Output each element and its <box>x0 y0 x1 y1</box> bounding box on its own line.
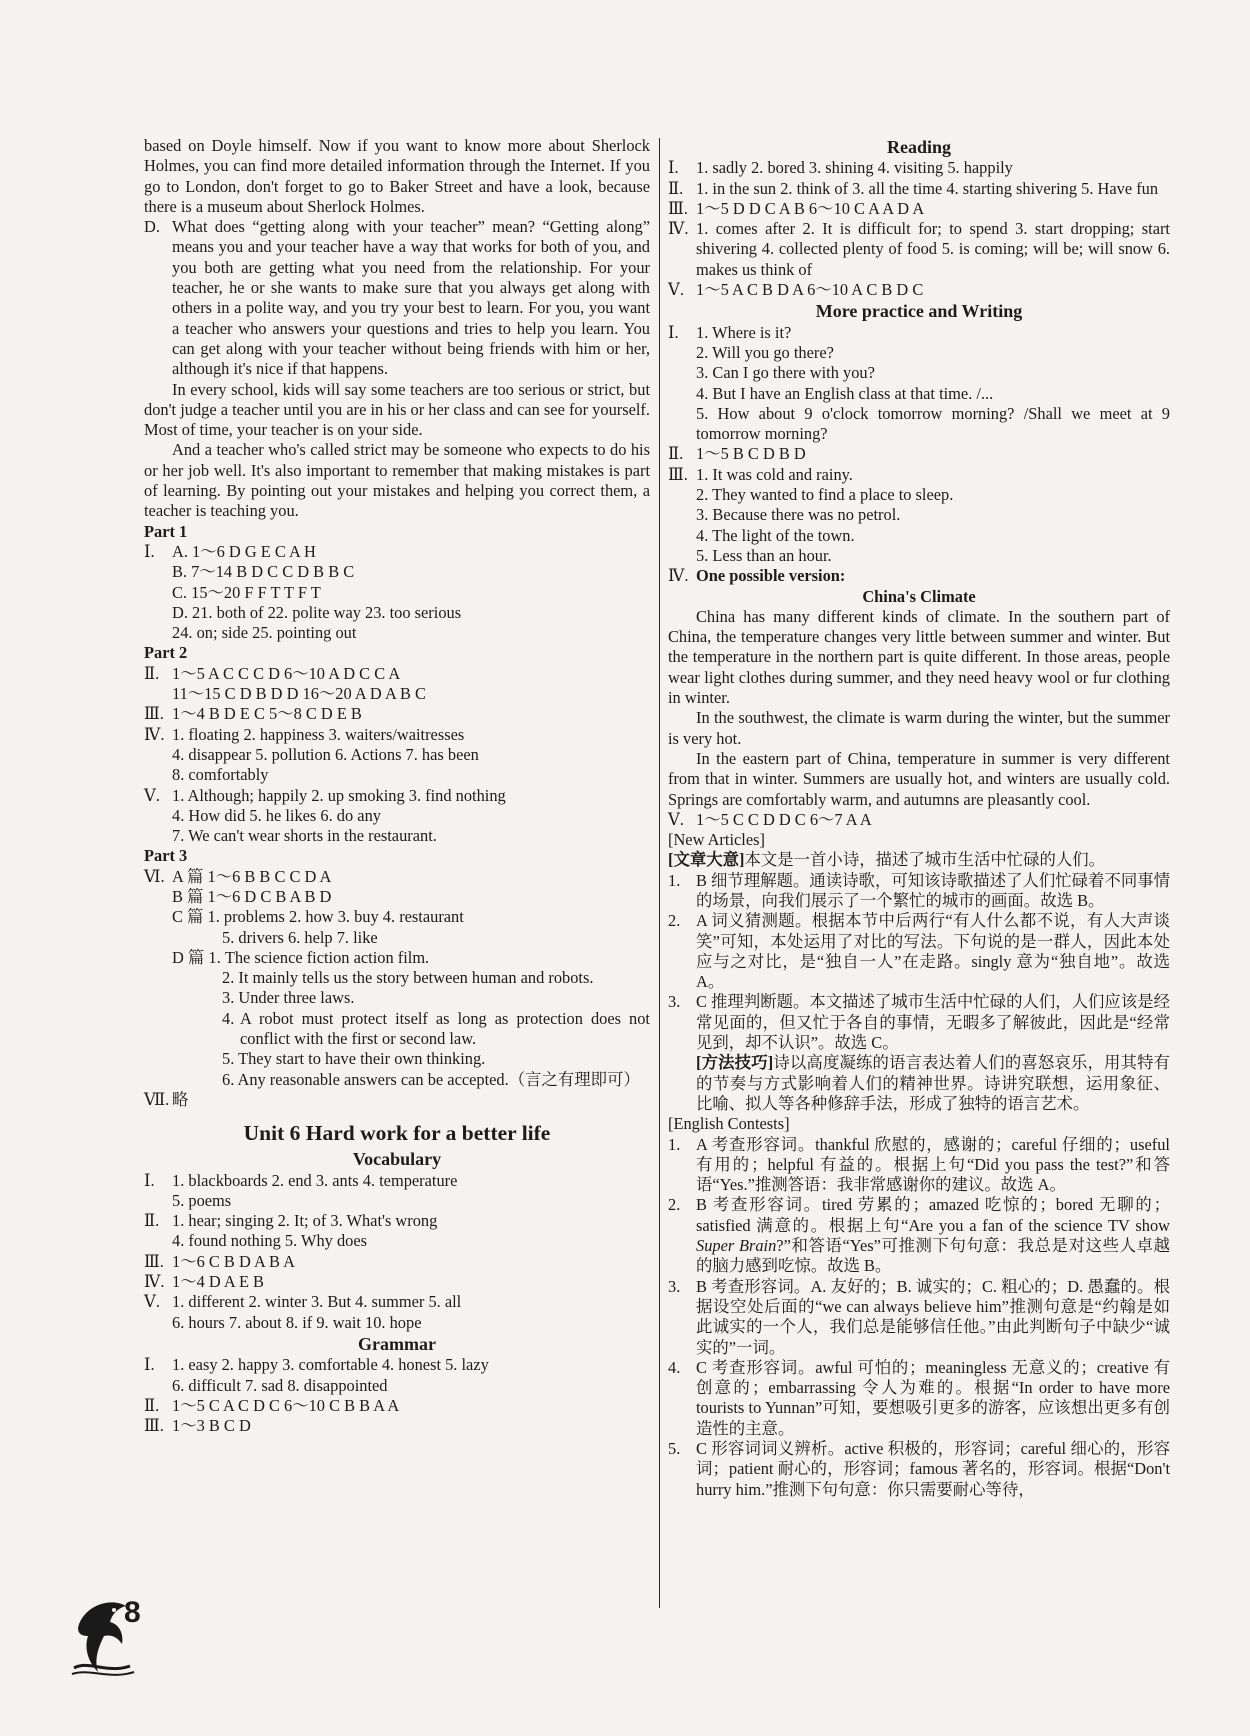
english-contests-header: [English Contests] <box>668 1114 790 1134</box>
item-number: Ⅵ. <box>144 866 165 886</box>
item-text: 1. blackboards 2. end 3. ants 4. temperature <box>172 1170 458 1190</box>
item-number: Ⅱ. <box>144 1395 160 1415</box>
text-line: 4. disappear 5. pollution 6. Actions 7. has been <box>172 744 479 764</box>
part-label: Part 3 <box>144 846 188 866</box>
right-column <box>668 136 1170 1500</box>
item-text: 1. floating 2. happiness 3. waiters/waitresses <box>172 724 465 744</box>
text-line: B. 7～14 B D C C D B B C <box>172 562 355 582</box>
item-text: A. 1～6 D G E C A H <box>172 541 316 561</box>
text-line: 4. How did 5. he likes 6. do any <box>172 805 381 825</box>
item-number: 3. <box>668 992 681 1012</box>
item-number: Ⅱ. <box>668 444 684 464</box>
text-part: B 考查形容词。tired 劳累的；amazed 吃惊的；bored 无聊的；satisfied 满意的。根据上句“Are you a fan of the science TV show <box>696 1195 1170 1235</box>
answer-line <box>144 664 650 684</box>
answer-line <box>668 363 1170 383</box>
item-number: Ⅳ. <box>668 566 689 586</box>
item-number <box>668 546 696 566</box>
text-line: 5. drivers 6. help 7. like <box>222 927 378 947</box>
answer-line <box>668 485 1170 505</box>
item-text: 1～6 C B D A B A <box>172 1251 295 1271</box>
item-number: Ⅲ. <box>144 704 164 724</box>
item-number <box>668 404 696 445</box>
item-text: 1～5 A C B D A 6～10 A C B D C <box>696 280 924 300</box>
item-number: Ⅰ. <box>668 158 679 178</box>
item-number: 1. <box>668 870 681 890</box>
answer-line <box>668 566 1170 586</box>
text-line: 6. Any reasonable answers can be accepted.（言之有理即可） <box>222 1069 640 1089</box>
item-text: 1. easy 2. happy 3. comfortable 4. honest 5. lazy <box>172 1355 489 1375</box>
answer-line <box>144 1009 650 1050</box>
text-line: 3. Under three laws. <box>222 988 355 1008</box>
item-text <box>696 1195 1170 1276</box>
item-number: 4. <box>668 1357 681 1377</box>
answer-line <box>144 1313 650 1333</box>
item-text: 5. poems <box>172 1190 232 1210</box>
answer-line <box>668 546 1170 566</box>
summary-tag: [文章大意] <box>668 850 745 870</box>
answer-line <box>144 1416 650 1436</box>
answer-line <box>144 704 650 724</box>
new-articles-header: [New Articles] <box>668 830 765 850</box>
text-line: 7. We can't wear shorts in the restaurant. <box>172 826 437 846</box>
answer-line <box>668 199 1170 219</box>
tips-text: 诗以高度凝练的语言表达着人们的喜怒哀乐，用其特有的节奏与方式影响着人们的精神世界。诗讲究联想，运用象征、比喻、拟人等各种修辞手法，形成了独特的语言艺术。 <box>696 1053 1171 1113</box>
answer-line <box>144 1376 650 1396</box>
item-text: A 考查形容词。thankful 欣慰的，感谢的；careful 仔细的；useful 有用的；helpful 有益的。根据上句“Did you pass the test?”和答语“Yes.”推测答语：我非常感谢你的建议。故选 A。 <box>696 1134 1170 1195</box>
item-number <box>144 1231 172 1251</box>
item-number: Ⅰ. <box>144 1355 155 1375</box>
item-number: Ⅴ. <box>668 809 684 829</box>
answer-line <box>144 1171 650 1191</box>
answer-line <box>668 505 1170 525</box>
item-number <box>668 505 696 525</box>
item-text: 1. hear; singing 2. It; of 3. What's wrong <box>172 1211 438 1231</box>
answer-line <box>144 217 650 379</box>
answer-line <box>144 1396 650 1416</box>
item-number: Ⅴ. <box>144 785 160 805</box>
item-text: 1. in the sun 2. think of 3. all the time 4. starting shivering 5. Have fun <box>696 178 1159 198</box>
item-number: 2. <box>668 1195 681 1215</box>
text-line: D 篇 1. The science fiction action film. <box>172 947 430 967</box>
summary-line <box>668 850 1170 870</box>
answer-line <box>668 179 1170 199</box>
answer-line <box>144 1272 650 1292</box>
explanation-item <box>668 1277 1170 1358</box>
answer-line <box>668 158 1170 178</box>
answer-line <box>668 343 1170 363</box>
item-text: 4. found nothing 5. Why does <box>172 1231 368 1251</box>
answer-line <box>668 465 1170 485</box>
item-number: Ⅲ. <box>668 464 688 484</box>
tips-line <box>668 1053 1170 1114</box>
item-text: B 细节理解题。通读诗歌，可知该诗歌描述了人们忙碌着不同事情的场景，向我们展示了一个繁忙的城市的画面。故选 B。 <box>696 870 1170 910</box>
explanation-item <box>668 1358 1170 1439</box>
answer-line <box>668 526 1170 546</box>
item-text: 1. Although; happily 2. up smoking 3. find nothing <box>172 785 506 805</box>
item-text: B 考查形容词。A. 友好的；B. 诚实的；C. 粗心的；D. 愚蠢的。根据设空处后面的“we can always believe him”推测句意是“约翰是如此诚实的一个人，我们总是能够信任他。”由此判断句子中缺少“诚实的”一词。 <box>696 1276 1170 1357</box>
item-text: 1～5 B C D B D <box>696 444 806 464</box>
essay-paragraph: In the southwest, the climate is warm during the winter, but the summer is very hot. <box>668 708 1170 748</box>
item-number: Ⅰ. <box>144 1170 155 1190</box>
essay-paragraph: China has many different kinds of climate. In the southern part of China, the temperature changes very little between summer and winter. But the temperature in the northern part is quite different. In those areas, people wear light clothes during summer, and they need heavy wool or fur clothing in winter. <box>668 606 1170 708</box>
answer-line <box>144 1355 650 1375</box>
item-text: A 词义猜测题。根据本节中后两行“有人什么都不说，有人大声谈笑”可知，本处运用了对比的写法。下句说的是一群人，因此本处应与之对比，是“独自一人”在走路。singly 意为“独自地”。故选 A。 <box>696 911 1170 992</box>
text-part: ?”和答语“Yes”可推测下句句意：我总是对这些人卓越的脑力感到吃惊。故选 B。 <box>696 1236 1170 1276</box>
show-name: Super Brain <box>696 1236 777 1256</box>
item-text: C 推理判断题。本文描述了城市生活中忙碌的人们，人们应该是经常见面的，但又忙于各自的事情，无暇多了解彼此，因此是“经常见到，却不认识”。故选 C。 <box>696 992 1170 1053</box>
item-number: Ⅳ. <box>668 219 689 239</box>
item-text: 略 <box>172 1089 189 1109</box>
answer-line <box>668 404 1170 445</box>
item-number <box>144 1191 172 1211</box>
column-divider <box>659 138 660 1608</box>
item-number: Ⅱ. <box>668 178 684 198</box>
left-column <box>144 136 650 1436</box>
answer-line <box>144 1090 650 1110</box>
item-number <box>668 526 696 546</box>
explanation-item <box>668 1195 1170 1276</box>
item-number: 3. <box>668 1276 681 1296</box>
item-number: Ⅱ. <box>144 1211 160 1231</box>
item-text: What does “getting along with your teacher” mean? “Getting along” means you and your teacher have a way that works for both of you, and you both are getting what you need from the relationship. For your teacher, he or she wants to make sure that you always get along with others in a polite way, and you try your best to learn. For you, you want a teacher who answers your questions and tries to help you learn. You can get along with your teacher without being friends with him or her, although it's nice if that happens. <box>172 217 650 379</box>
item-text: 1. It was cold and rainy. <box>696 464 853 484</box>
unit-title: Unit 6 Hard work for a better life <box>243 1121 551 1146</box>
text-line: D. 21. both of 22. polite way 23. too serious <box>172 602 462 622</box>
text-line: And a teacher who's called strict may be someone who expects to do his or her job well. It's also important to remember that making mistakes is part of learning. By pointing out your mistakes and helping you correct them, a teacher is teaching you. <box>144 440 650 521</box>
text-line: C 篇 1. problems 2. how 3. buy 4. restaurant <box>172 907 464 927</box>
answer-line <box>668 444 1170 464</box>
text-line: C. 15～20 F F T T F T <box>172 582 321 602</box>
item-text: 1～5 C A C D C 6～10 C B B A A <box>172 1395 400 1415</box>
item-text: A robot must protect itself as long as protection does not conflict with the first or second law. <box>240 1008 650 1049</box>
item-number: Ⅳ. <box>144 1272 165 1292</box>
item-text: 1. comes after 2. It is difficult for; to spend 3. start dropping; start shivering 4. collected plenty of food 5. is coming; will be; will snow 6. makes us think of <box>696 219 1170 279</box>
item-number: D. <box>144 217 160 237</box>
answer-line <box>144 786 650 806</box>
text-line: 2. It mainly tells us the story between human and robots. <box>222 968 594 988</box>
section-title-vocabulary: Vocabulary <box>352 1149 442 1170</box>
section-title-more-practice: More practice and Writing <box>815 301 1023 322</box>
explanation-item <box>668 1135 1170 1196</box>
answer-line <box>144 1231 650 1251</box>
item-text: C 考查形容词。awful 可怕的；meaningless 无意义的；creative 有创意的；embarrassing 令人为难的。根据“In order to have more tourists to Yunnan”可知，要想吸引更多的游客，应该想出更多有创造性的主意。 <box>696 1357 1170 1438</box>
item-text: 6. difficult 7. sad 8. disappointed <box>172 1375 388 1395</box>
item-text: 4. But I have an English class at that time. /... <box>696 383 994 403</box>
item-text: 3. Can I go there with you? <box>696 363 875 383</box>
item-text: 4. The light of the town. <box>696 525 855 545</box>
item-text: 5. Less than an hour. <box>696 545 832 565</box>
item-number: Ⅳ. <box>144 724 165 744</box>
text-line: 5. They start to have their own thinking. <box>222 1049 486 1069</box>
item-number: 4. <box>222 1008 235 1028</box>
page-number: 8 <box>124 1596 141 1629</box>
item-number: Ⅱ. <box>144 663 160 683</box>
explanation-item <box>668 911 1170 992</box>
item-text: 1～4 B D E C 5～8 C D E B <box>172 704 362 724</box>
item-number: 2. <box>668 911 681 931</box>
item-number: Ⅲ. <box>144 1251 164 1271</box>
text-line: In every school, kids will say some teachers are too serious or strict, but don't judge a teacher until you are in his or her class and can see for yourself. Most of time, your teacher is on your side. <box>144 379 650 440</box>
item-number: 5. <box>668 1439 681 1458</box>
tips-tag: [方法技巧] <box>696 1053 774 1073</box>
item-text: 1～3 B C D <box>172 1416 251 1436</box>
text-line: B 篇 1～6 D C B A B D <box>172 886 332 906</box>
item-number: Ⅲ. <box>668 198 688 218</box>
item-text: 1～5 D D C A B 6～10 C A A D A <box>696 198 925 218</box>
section-title-reading: Reading <box>886 137 951 157</box>
item-number <box>668 363 696 383</box>
answer-line <box>668 810 1170 830</box>
item-text: 5. How about 9 o'clock tomorrow morning? /Shall we meet at 9 tomorrow morning? <box>696 403 1170 444</box>
item-text: 3. Because there was no petrol. <box>696 505 901 525</box>
answer-line <box>144 1252 650 1272</box>
item-text: 2. Will you go there? <box>696 342 834 362</box>
part-label: Part 1 <box>144 521 188 541</box>
answer-line-wrap <box>222 1009 650 1050</box>
item-text: 1. Where is it? <box>696 322 792 342</box>
item-text: 1. different 2. winter 3. But 4. summer 5. all <box>172 1292 462 1312</box>
essay-label: One possible version: <box>696 566 846 586</box>
explanation-item <box>668 1439 1170 1500</box>
item-number: Ⅰ. <box>668 322 679 342</box>
text-line: based on Doyle himself. Now if you want to know more about Sherlock Holmes, you can find more detailed information through the Internet. If you go to London, don't forget to go to Baker Street and have a look, because there is a museum about Sherlock Holmes. <box>144 136 650 216</box>
essay-paragraph: In the eastern part of China, temperature in summer is very different from that in winter. Summers are usually hot, and winters are usually cold. Springs are comfortably warm, and autumns are pleasantly cool. <box>668 748 1170 809</box>
answer-line <box>144 725 650 745</box>
item-text: 1～4 D A E B <box>172 1272 264 1292</box>
answer-line <box>668 384 1170 404</box>
item-number <box>144 1376 172 1396</box>
explanation-item <box>668 871 1170 912</box>
explanation-item <box>668 992 1170 1053</box>
item-number: Ⅲ. <box>144 1416 164 1436</box>
text-line: 8. comfortably <box>172 765 269 785</box>
item-text: 1. sadly 2. bored 3. shining 4. visiting 5. happily <box>696 158 1013 178</box>
item-number: 1. <box>668 1134 681 1154</box>
section-title-grammar: Grammar <box>358 1333 436 1354</box>
item-number: Ⅶ. <box>144 1089 170 1109</box>
answer-line <box>144 1292 650 1312</box>
item-number: Ⅰ. <box>144 541 155 561</box>
answer-line <box>144 867 650 887</box>
item-number <box>144 1313 172 1333</box>
item-number <box>668 384 696 404</box>
summary-text: 本文是一首小诗，描述了城市生活中忙碌的人们。 <box>744 850 1106 870</box>
answer-line <box>668 323 1170 343</box>
text-line: 11～15 C D B D D 16～20 A D A B C <box>172 684 426 704</box>
item-text: 6. hours 7. about 8. if 9. wait 10. hope <box>172 1312 422 1332</box>
answer-line <box>668 280 1170 300</box>
item-number <box>668 485 696 505</box>
answer-line <box>144 542 650 562</box>
item-text: 1～5 C C D D C 6～7 A A <box>696 809 872 829</box>
essay-title: China's Climate <box>862 586 976 606</box>
item-number: Ⅴ. <box>144 1292 160 1312</box>
item-text: 1～5 A C C C D 6～10 A D C C A <box>172 663 401 683</box>
answer-line <box>144 1191 650 1211</box>
item-number: Ⅴ. <box>668 280 684 300</box>
answer-line <box>144 1211 650 1231</box>
item-number <box>668 343 696 363</box>
text-line: 24. on; side 25. pointing out <box>172 623 357 643</box>
item-text: C 形容词词义辨析。active 积极的，形容词；careful 细心的，形容词；patient 耐心的，形容词；famous 著名的，形容词。根据“Don't hurry him.”推测下句句意：你只需要耐心等待， <box>696 1439 1170 1499</box>
item-text: 2. They wanted to find a place to sleep. <box>696 485 954 505</box>
answer-line <box>668 219 1170 280</box>
part-label: Part 2 <box>144 643 188 663</box>
item-text: A 篇 1～6 B B C C D A <box>172 866 332 886</box>
